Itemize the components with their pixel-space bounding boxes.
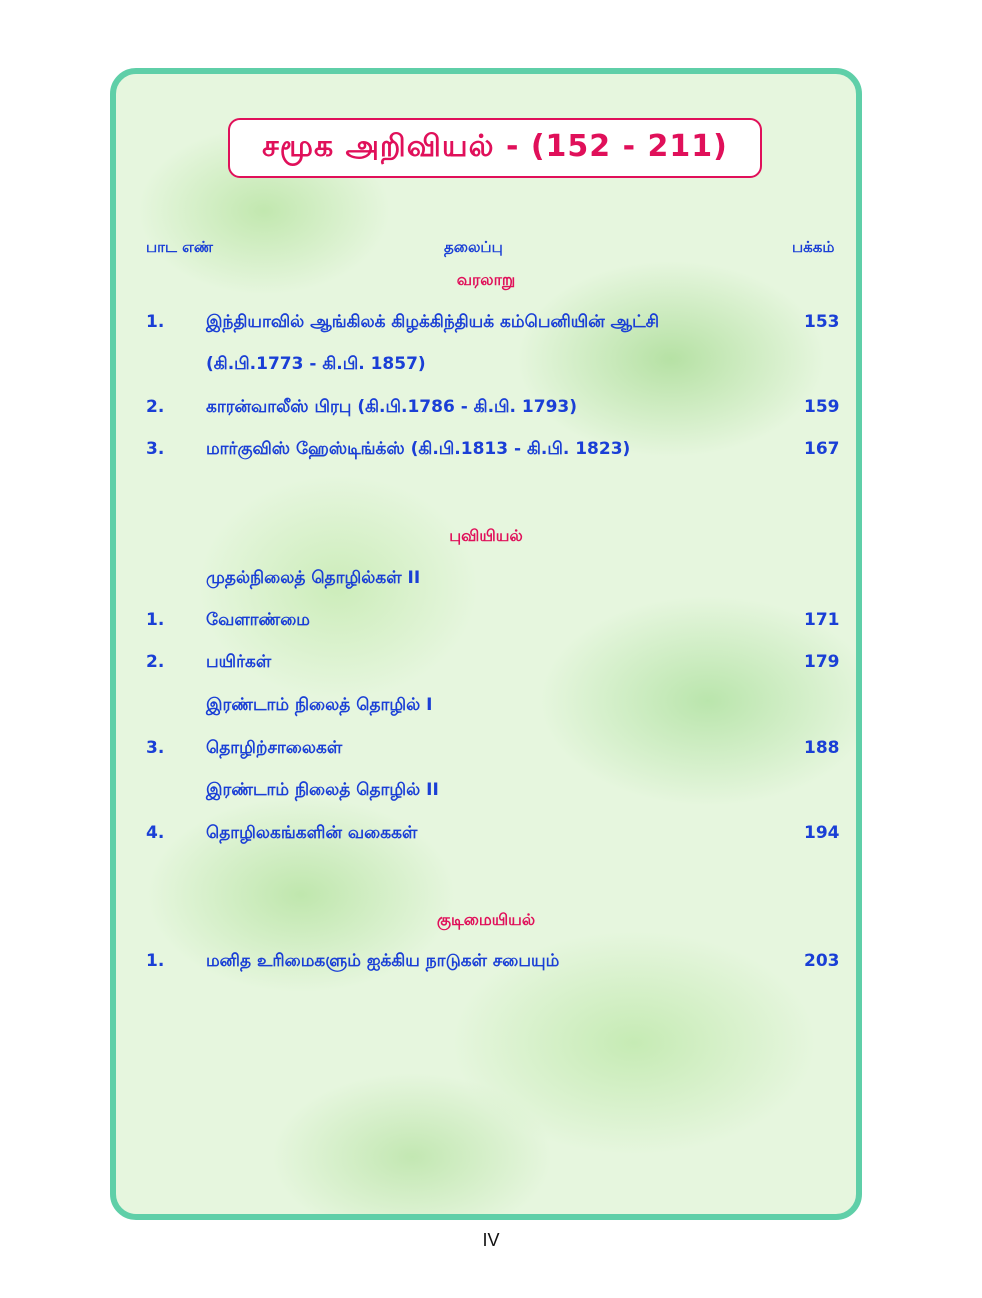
section-heading-geography: புவியியல் xyxy=(449,526,523,545)
lesson-number: 2. xyxy=(146,397,165,417)
toc-row xyxy=(116,951,856,981)
lesson-number: 1. xyxy=(146,951,165,971)
lesson-number: 3. xyxy=(146,738,165,758)
toc-row xyxy=(116,780,856,810)
lesson-number: 1. xyxy=(146,610,165,630)
lesson-number: 1. xyxy=(146,312,165,332)
lesson-title: பயிர்கள் xyxy=(206,652,272,672)
page-title: சமூக அறிவியல் - (152 - 211) xyxy=(262,128,728,164)
lesson-title: இரண்டாம் நிலைத் தொழில் I xyxy=(206,695,433,715)
page-number: 203 xyxy=(804,951,840,971)
toc-row xyxy=(116,312,856,342)
page-number: 179 xyxy=(804,652,840,672)
toc-row xyxy=(116,738,856,768)
lesson-title: தொழிலகங்களின் வகைகள் xyxy=(206,823,418,843)
header-page: பக்கம் xyxy=(792,238,835,256)
title-box xyxy=(228,118,762,178)
toc-row xyxy=(116,397,856,427)
toc-row xyxy=(116,439,856,469)
section-heading-civics: குடிமையியல் xyxy=(436,910,536,929)
lesson-title: இந்தியாவில் ஆங்கிலக் கிழக்கிந்தியக் கம்பெனியின் ஆட்சி xyxy=(206,312,660,332)
lesson-title: இரண்டாம் நிலைத் தொழில் II xyxy=(206,780,439,800)
toc-row xyxy=(116,652,856,682)
lesson-number: 3. xyxy=(146,439,165,459)
header-lesson-no: பாட எண் xyxy=(146,238,213,256)
header-heading: தலைப்பு xyxy=(444,238,503,256)
page-number: 194 xyxy=(804,823,840,843)
lesson-number: 2. xyxy=(146,652,165,672)
lesson-title: மனித உரிமைகளும் ஐக்கிய நாடுகள் சபையும் xyxy=(206,951,560,971)
lesson-title: முதல்நிலைத் தொழில்கள் II xyxy=(206,568,421,588)
toc-row xyxy=(116,823,856,853)
toc-row xyxy=(116,354,856,384)
toc-row xyxy=(116,610,856,640)
page-number: 153 xyxy=(804,312,840,332)
lesson-title: காரன்வாலீஸ் பிரபு (கி.பி.1786 - கி.பி. 1793) xyxy=(206,397,578,417)
toc-row xyxy=(116,695,856,725)
toc-row xyxy=(116,568,856,598)
lesson-title: வேளாண்மை xyxy=(206,610,310,630)
lesson-title: தொழிற்சாலைகள் xyxy=(206,738,343,758)
page-footer-number: IV xyxy=(482,1230,500,1250)
page-number: 159 xyxy=(804,397,840,417)
content-frame xyxy=(110,68,862,1220)
section-heading-history: வரலாறு xyxy=(456,270,516,289)
page-number: 171 xyxy=(804,610,840,630)
page-number: 188 xyxy=(804,738,840,758)
lesson-title: மார்குவிஸ் ஹேஸ்டிங்க்ஸ் (கி.பி.1813 - கி.பி. 1823) xyxy=(206,439,631,459)
lesson-title: (கி.பி.1773 - கி.பி. 1857) xyxy=(206,354,426,374)
lesson-number: 4. xyxy=(146,823,165,843)
page-number: 167 xyxy=(804,439,840,459)
